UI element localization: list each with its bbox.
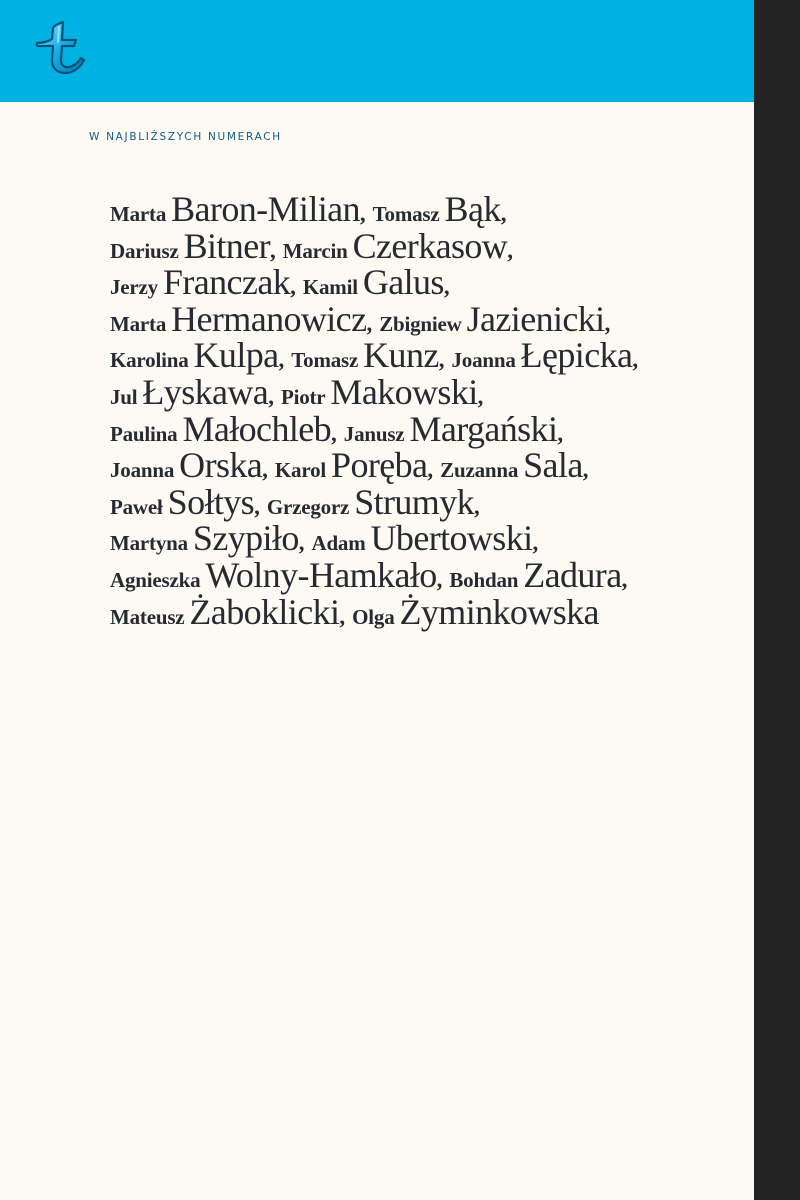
author-last-name: Bitner xyxy=(183,225,270,266)
author-first-name: Zuzanna xyxy=(440,458,519,483)
author-last-name: Ubertowski xyxy=(370,518,533,559)
author-last-name: Kunz xyxy=(363,335,439,376)
author-last-name: Żyminkowska xyxy=(399,591,599,632)
author-first-name: Olga xyxy=(352,604,395,629)
author-last-name: Łyskawa xyxy=(142,371,269,412)
name-separator: , xyxy=(298,530,305,556)
name-separator: , xyxy=(436,566,443,592)
author-first-name: Zbigniew xyxy=(379,311,462,336)
book-spine xyxy=(754,0,800,1200)
author-first-name: Kamil xyxy=(302,275,358,300)
name-separator: , xyxy=(268,383,274,409)
author-first-name: Joanna xyxy=(451,348,516,373)
author-first-name: Dariusz xyxy=(110,238,179,263)
author-list xyxy=(110,188,730,632)
author-first-name: Marcin xyxy=(282,238,348,263)
author-last-name: Strumyk xyxy=(354,481,475,522)
author-line xyxy=(110,554,730,595)
author-first-name: Tomasz xyxy=(372,202,440,226)
author-last-name: Kulpa xyxy=(193,335,279,376)
name-separator: , xyxy=(532,530,539,556)
author-last-name: Makowski xyxy=(330,371,478,412)
name-separator: , xyxy=(359,201,366,226)
author-line xyxy=(110,225,730,266)
header-band xyxy=(0,0,754,102)
name-separator: , xyxy=(507,237,513,263)
t-monogram-icon xyxy=(30,18,90,78)
author-last-name: Bąk xyxy=(444,189,501,229)
author-line xyxy=(110,261,730,303)
name-separator: , xyxy=(269,237,276,263)
author-first-name: Karol xyxy=(274,458,327,483)
author-first-name: Martyna xyxy=(110,531,188,556)
name-separator: , xyxy=(278,347,285,373)
author-last-name: Margański xyxy=(409,408,558,449)
name-separator: , xyxy=(443,274,450,300)
author-last-name: Galus xyxy=(362,262,444,303)
name-separator: , xyxy=(632,347,639,373)
author-last-name: Czerkasow xyxy=(352,225,508,266)
author-name xyxy=(110,591,345,633)
author-last-name: Jazienicki xyxy=(466,298,605,339)
author-line xyxy=(110,591,730,632)
author-line xyxy=(110,481,730,522)
author-first-name: Tomasz xyxy=(291,348,359,373)
author-last-name: Sołtys xyxy=(167,481,255,522)
name-separator: , xyxy=(290,274,296,300)
name-separator: , xyxy=(366,310,373,336)
name-separator: , xyxy=(438,347,445,373)
author-first-name: Mateusz xyxy=(110,604,185,629)
author-first-name: Bohdan xyxy=(449,567,519,592)
author-line xyxy=(110,371,730,412)
author-line xyxy=(110,188,730,229)
author-line xyxy=(110,408,730,449)
author-last-name: Baron-Milian xyxy=(171,189,360,229)
author-first-name: Paulina xyxy=(110,421,178,446)
name-separator: , xyxy=(582,457,589,483)
author-line xyxy=(110,334,730,376)
author-line xyxy=(110,444,730,486)
author-last-name: Szypiło xyxy=(192,518,299,559)
name-separator: , xyxy=(621,566,628,592)
author-last-name: Franczak xyxy=(162,262,291,303)
author-first-name: Piotr xyxy=(280,384,326,409)
author-first-name: Karolina xyxy=(110,348,189,373)
author-first-name: Janusz xyxy=(343,421,405,446)
author-first-name: Grzegorz xyxy=(266,494,350,519)
author-name xyxy=(352,591,599,633)
author-first-name: Joanna xyxy=(110,458,175,483)
author-first-name: Agnieszka xyxy=(110,567,201,592)
name-separator: , xyxy=(474,493,480,519)
name-separator: , xyxy=(427,457,434,483)
name-separator: , xyxy=(331,420,337,446)
author-last-name: Orska xyxy=(179,445,263,486)
name-separator: , xyxy=(500,201,507,226)
author-last-name: Sala xyxy=(523,445,583,486)
name-separator: , xyxy=(254,493,260,519)
author-last-name: Hermanowicz xyxy=(171,298,367,339)
author-last-name: Żaboklicki xyxy=(189,591,340,632)
section-label: W NAJBLIŻSZYCH NUMERACH xyxy=(89,131,282,143)
name-separator: , xyxy=(557,420,564,446)
author-first-name: Adam xyxy=(311,531,366,556)
author-last-name: Zadura xyxy=(523,554,622,595)
author-line xyxy=(110,298,730,339)
author-first-name: Marta xyxy=(110,202,167,226)
author-first-name: Jul xyxy=(110,384,138,409)
author-first-name: Jerzy xyxy=(110,275,158,300)
name-separator: , xyxy=(262,457,268,483)
author-line xyxy=(110,517,730,559)
author-last-name: Łępicka xyxy=(520,335,633,376)
name-separator: , xyxy=(477,383,484,409)
author-last-name: Wolny-Hamkało xyxy=(205,554,437,595)
author-last-name: Małochleb xyxy=(182,408,332,449)
author-last-name: Poręba xyxy=(331,445,428,486)
author-first-name: Paweł xyxy=(110,494,163,519)
name-separator: , xyxy=(339,603,346,629)
name-separator: , xyxy=(604,310,611,336)
author-first-name: Marta xyxy=(110,311,167,336)
